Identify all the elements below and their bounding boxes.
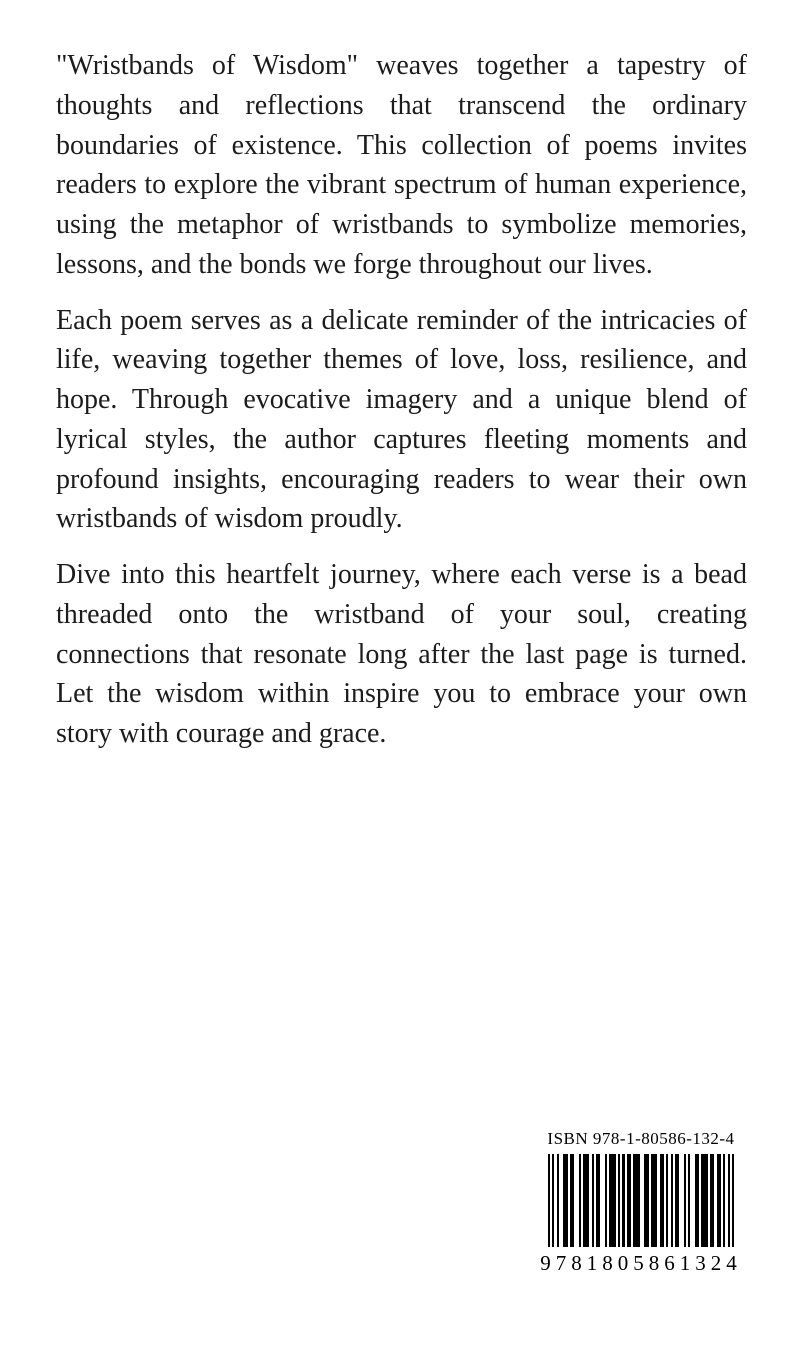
barcode-icon — [532, 1154, 750, 1247]
barcode-bar — [609, 1154, 616, 1247]
barcode-bar — [651, 1154, 658, 1247]
barcode-bar — [583, 1154, 590, 1247]
barcode-section — [532, 1129, 750, 1276]
barcode-bar — [633, 1154, 640, 1247]
barcode-bar — [701, 1154, 708, 1247]
isbn-label: ISBN 978-1-80586-132-4 — [547, 1129, 735, 1148]
barcode-bar — [732, 1154, 734, 1247]
isbn-number: 9781805861324 — [540, 1251, 742, 1275]
back-cover-text — [56, 46, 747, 770]
paragraph-2: Each poem serves as a delicate reminder of the intricacies of life, weaving together themes of love, loss, resilience, and hope. Through evocative imagery and a unique blend of lyrical styles, the author captures fleeting moments and profound insights, encouraging readers to wear their own wristbands of wisdom proudly. — [56, 304, 747, 535]
paragraph-1: "Wristbands of Wisdom" weaves together a tapestry of thoughts and reflections that transcend the ordinary boundaries of existence. This collection of poems invites readers to explore the vibrant spectrum of human experience, using the metaphor of wristbands to symbolize memories, lessons, and the bonds we forge throughout our lives. — [56, 50, 747, 280]
paragraph-3: Dive into this heartfelt journey, where each verse is a bead threaded onto the wristband of your soul, creating connections that resonate long after the last page is turned. Let the wisdom within inspire you to embrace your own story with courage and grace. — [56, 559, 747, 749]
